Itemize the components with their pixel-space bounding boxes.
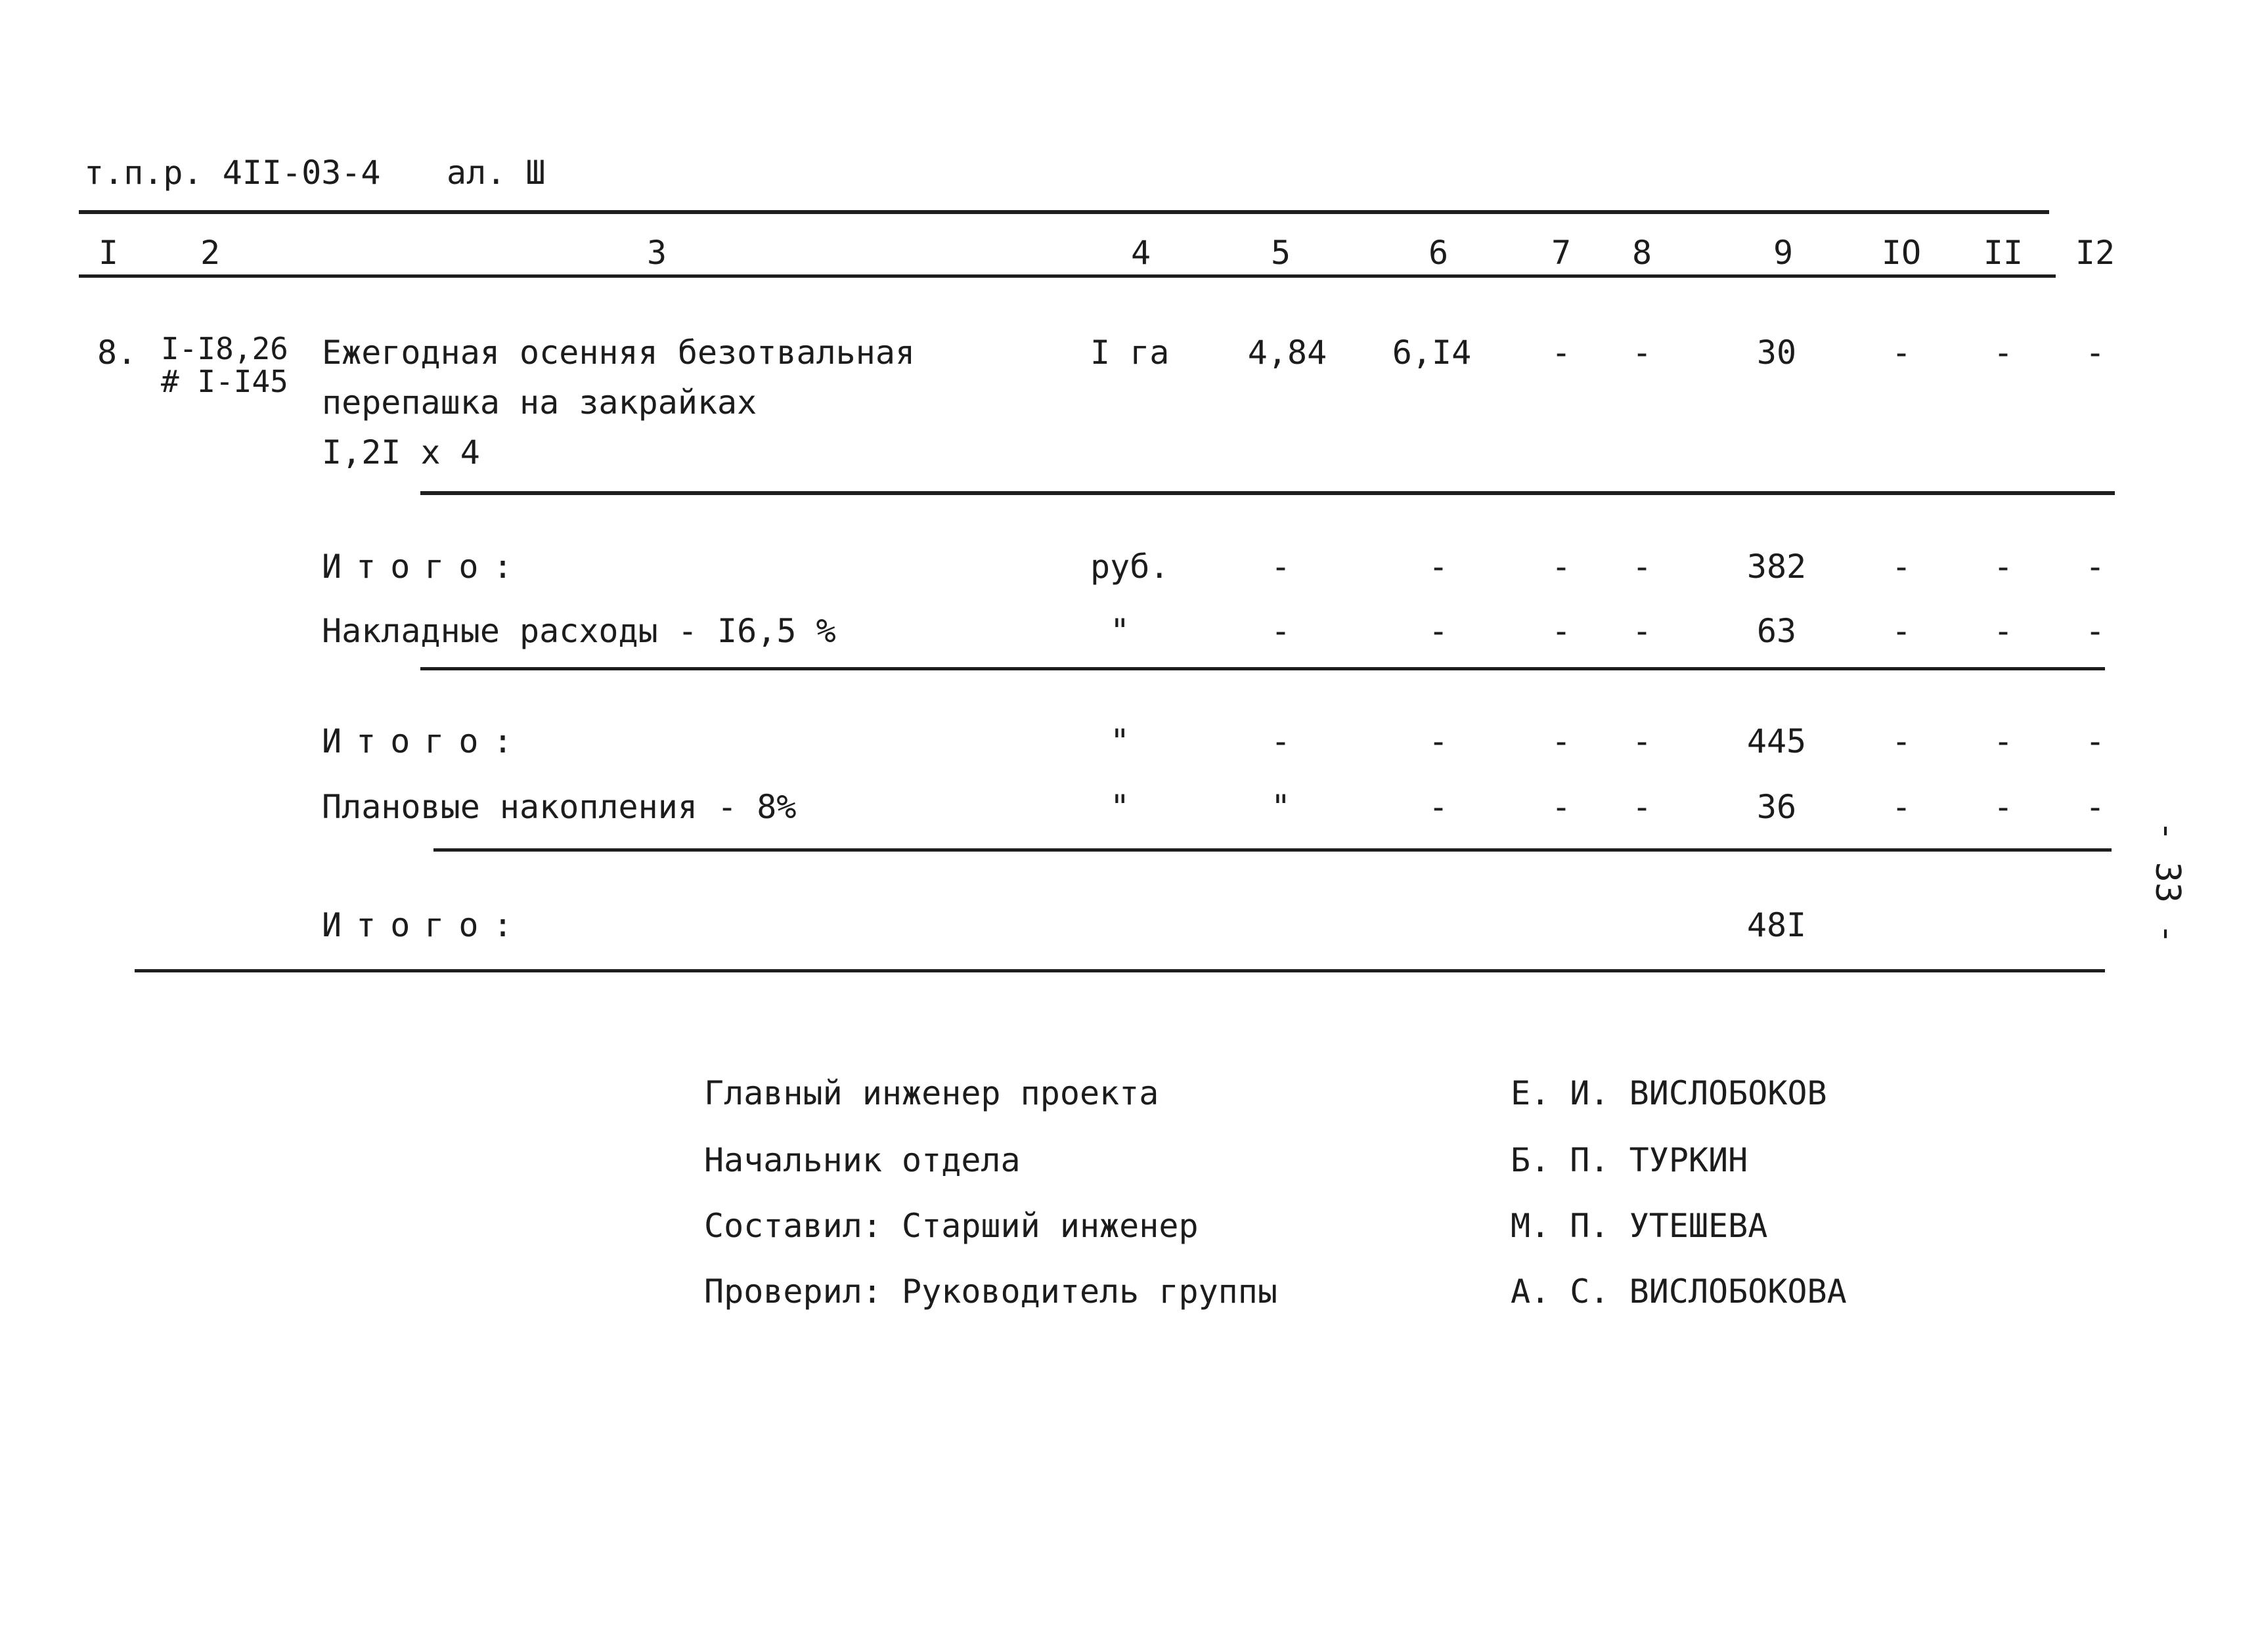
item-unit: I га	[1090, 334, 1170, 372]
item-description-line-2: перепашка на закрайках	[322, 383, 757, 422]
subtotal-2-label: Итого:	[322, 722, 527, 760]
signature-role-department-head: Начальник отдела	[704, 1141, 1021, 1179]
planned-savings-col-7: -	[1551, 788, 1572, 826]
grand-total-label: Итого:	[322, 906, 527, 944]
signature-name-checked-by: А. С. ВИСЛОБОКОВА	[1511, 1272, 1847, 1311]
signature-name-department-head: Б. П. ТУРКИН	[1511, 1141, 1748, 1179]
subtotal-1-col-11: -	[1993, 548, 2014, 586]
signature-name-compiled-by: М. П. УТЕШЕВА	[1511, 1207, 1768, 1245]
overhead-col-6: -	[1428, 612, 1449, 650]
signature-role-checked-by: Проверил: Руководитель группы	[704, 1272, 1277, 1311]
subtotal-2-col-5: -	[1270, 722, 1291, 760]
subtotal-1-col-7: -	[1551, 548, 1572, 586]
planned-savings-col-11: -	[1993, 788, 2014, 826]
subtotal-1-col-12: -	[2085, 548, 2106, 586]
grand-total-col-9: 48I	[1746, 906, 1807, 944]
overhead-col-9: 63	[1756, 612, 1797, 650]
page-number: - 33 -	[2148, 821, 2187, 944]
item-col-10: -	[1891, 334, 1912, 372]
subtotal-2-col-12: -	[2085, 722, 2106, 760]
item-col-12: -	[2085, 334, 2106, 372]
item-col-8: -	[1631, 334, 1652, 372]
item-code-line-1: I-I8,26	[161, 331, 288, 366]
overhead-col-11: -	[1993, 612, 2014, 650]
subtotal-2-col-10: -	[1891, 722, 1912, 760]
item-number: 8.	[97, 334, 137, 372]
item-col-5: 4,84	[1247, 334, 1327, 372]
column-header-10: IO	[1881, 234, 1922, 272]
subtotal-1-unit: руб.	[1090, 548, 1170, 586]
planned-savings-unit: "	[1110, 788, 1130, 826]
column-header-11: II	[1983, 234, 2024, 272]
column-header-12: I2	[2075, 234, 2115, 272]
planned-savings-col-9: 36	[1756, 788, 1797, 826]
subtotal-2-unit: "	[1110, 722, 1130, 760]
column-header-6: 6	[1428, 234, 1449, 272]
column-header-2: 2	[200, 234, 221, 272]
column-header-5: 5	[1270, 234, 1291, 272]
overhead-col-12: -	[2085, 612, 2106, 650]
signature-role-compiled-by: Составил: Старший инженер	[704, 1207, 1199, 1245]
subtotal-2-col-8: -	[1631, 722, 1652, 760]
column-header-9: 9	[1773, 234, 1794, 272]
item-bottom-rule	[420, 491, 2115, 495]
column-header-7: 7	[1551, 234, 1572, 272]
subtotal-1-col-8: -	[1631, 548, 1652, 586]
item-col-11: -	[1993, 334, 2014, 372]
planned-savings-col-6: -	[1428, 788, 1449, 826]
subtotal-2-col-9: 445	[1746, 722, 1807, 760]
header-top-rule	[79, 210, 2049, 214]
planned-savings-col-8: -	[1631, 788, 1652, 826]
header-bottom-rule	[79, 274, 2056, 278]
item-code-line-2: # I-I45	[161, 364, 288, 399]
signature-role-chief-engineer: Главный инженер проекта	[704, 1074, 1159, 1112]
overhead-col-7: -	[1551, 612, 1572, 650]
subtotal-2-col-7: -	[1551, 722, 1572, 760]
subtotal-2-col-11: -	[1993, 722, 2014, 760]
overhead-unit: "	[1110, 612, 1130, 650]
planned-savings-col-12: -	[2085, 788, 2106, 826]
overhead-label: Накладные расходы - I6,5 %	[322, 612, 836, 650]
overhead-bottom-rule	[420, 667, 2105, 670]
item-description-line-1: Ежегодная осенняя безотвальная	[322, 334, 916, 372]
planned-savings-label: Плановые накопления - 8%	[322, 788, 797, 826]
signature-name-chief-engineer: Е. И. ВИСЛОБОКОВ	[1511, 1074, 1827, 1112]
subtotal-2-col-6: -	[1428, 722, 1449, 760]
column-header-8: 8	[1631, 234, 1652, 272]
subtotal-1-col-6: -	[1428, 548, 1449, 586]
table-bottom-rule	[135, 969, 2105, 972]
overhead-col-5: -	[1270, 612, 1291, 650]
overhead-col-8: -	[1631, 612, 1652, 650]
album-label: ал. Ш	[447, 154, 546, 192]
subtotal-1-col-10: -	[1891, 548, 1912, 586]
item-col-6: 6,I4	[1392, 334, 1472, 372]
column-header-1: I	[98, 234, 119, 272]
column-header-3: 3	[646, 234, 667, 272]
subtotal-1-col-9: 382	[1746, 548, 1807, 586]
planned-savings-col-10: -	[1891, 788, 1912, 826]
subtotal-1-label: Итого:	[322, 548, 527, 586]
column-header-4: 4	[1130, 234, 1151, 272]
item-col-7: -	[1551, 334, 1572, 372]
item-description-line-3: I,2I x 4	[322, 433, 480, 471]
planned-savings-col-5: "	[1270, 788, 1291, 826]
item-col-9: 30	[1756, 334, 1797, 372]
planned-savings-bottom-rule	[433, 848, 2112, 852]
document-reference: т.п.р. 4II-03-4	[84, 154, 381, 192]
overhead-col-10: -	[1891, 612, 1912, 650]
subtotal-1-col-5: -	[1270, 548, 1291, 586]
